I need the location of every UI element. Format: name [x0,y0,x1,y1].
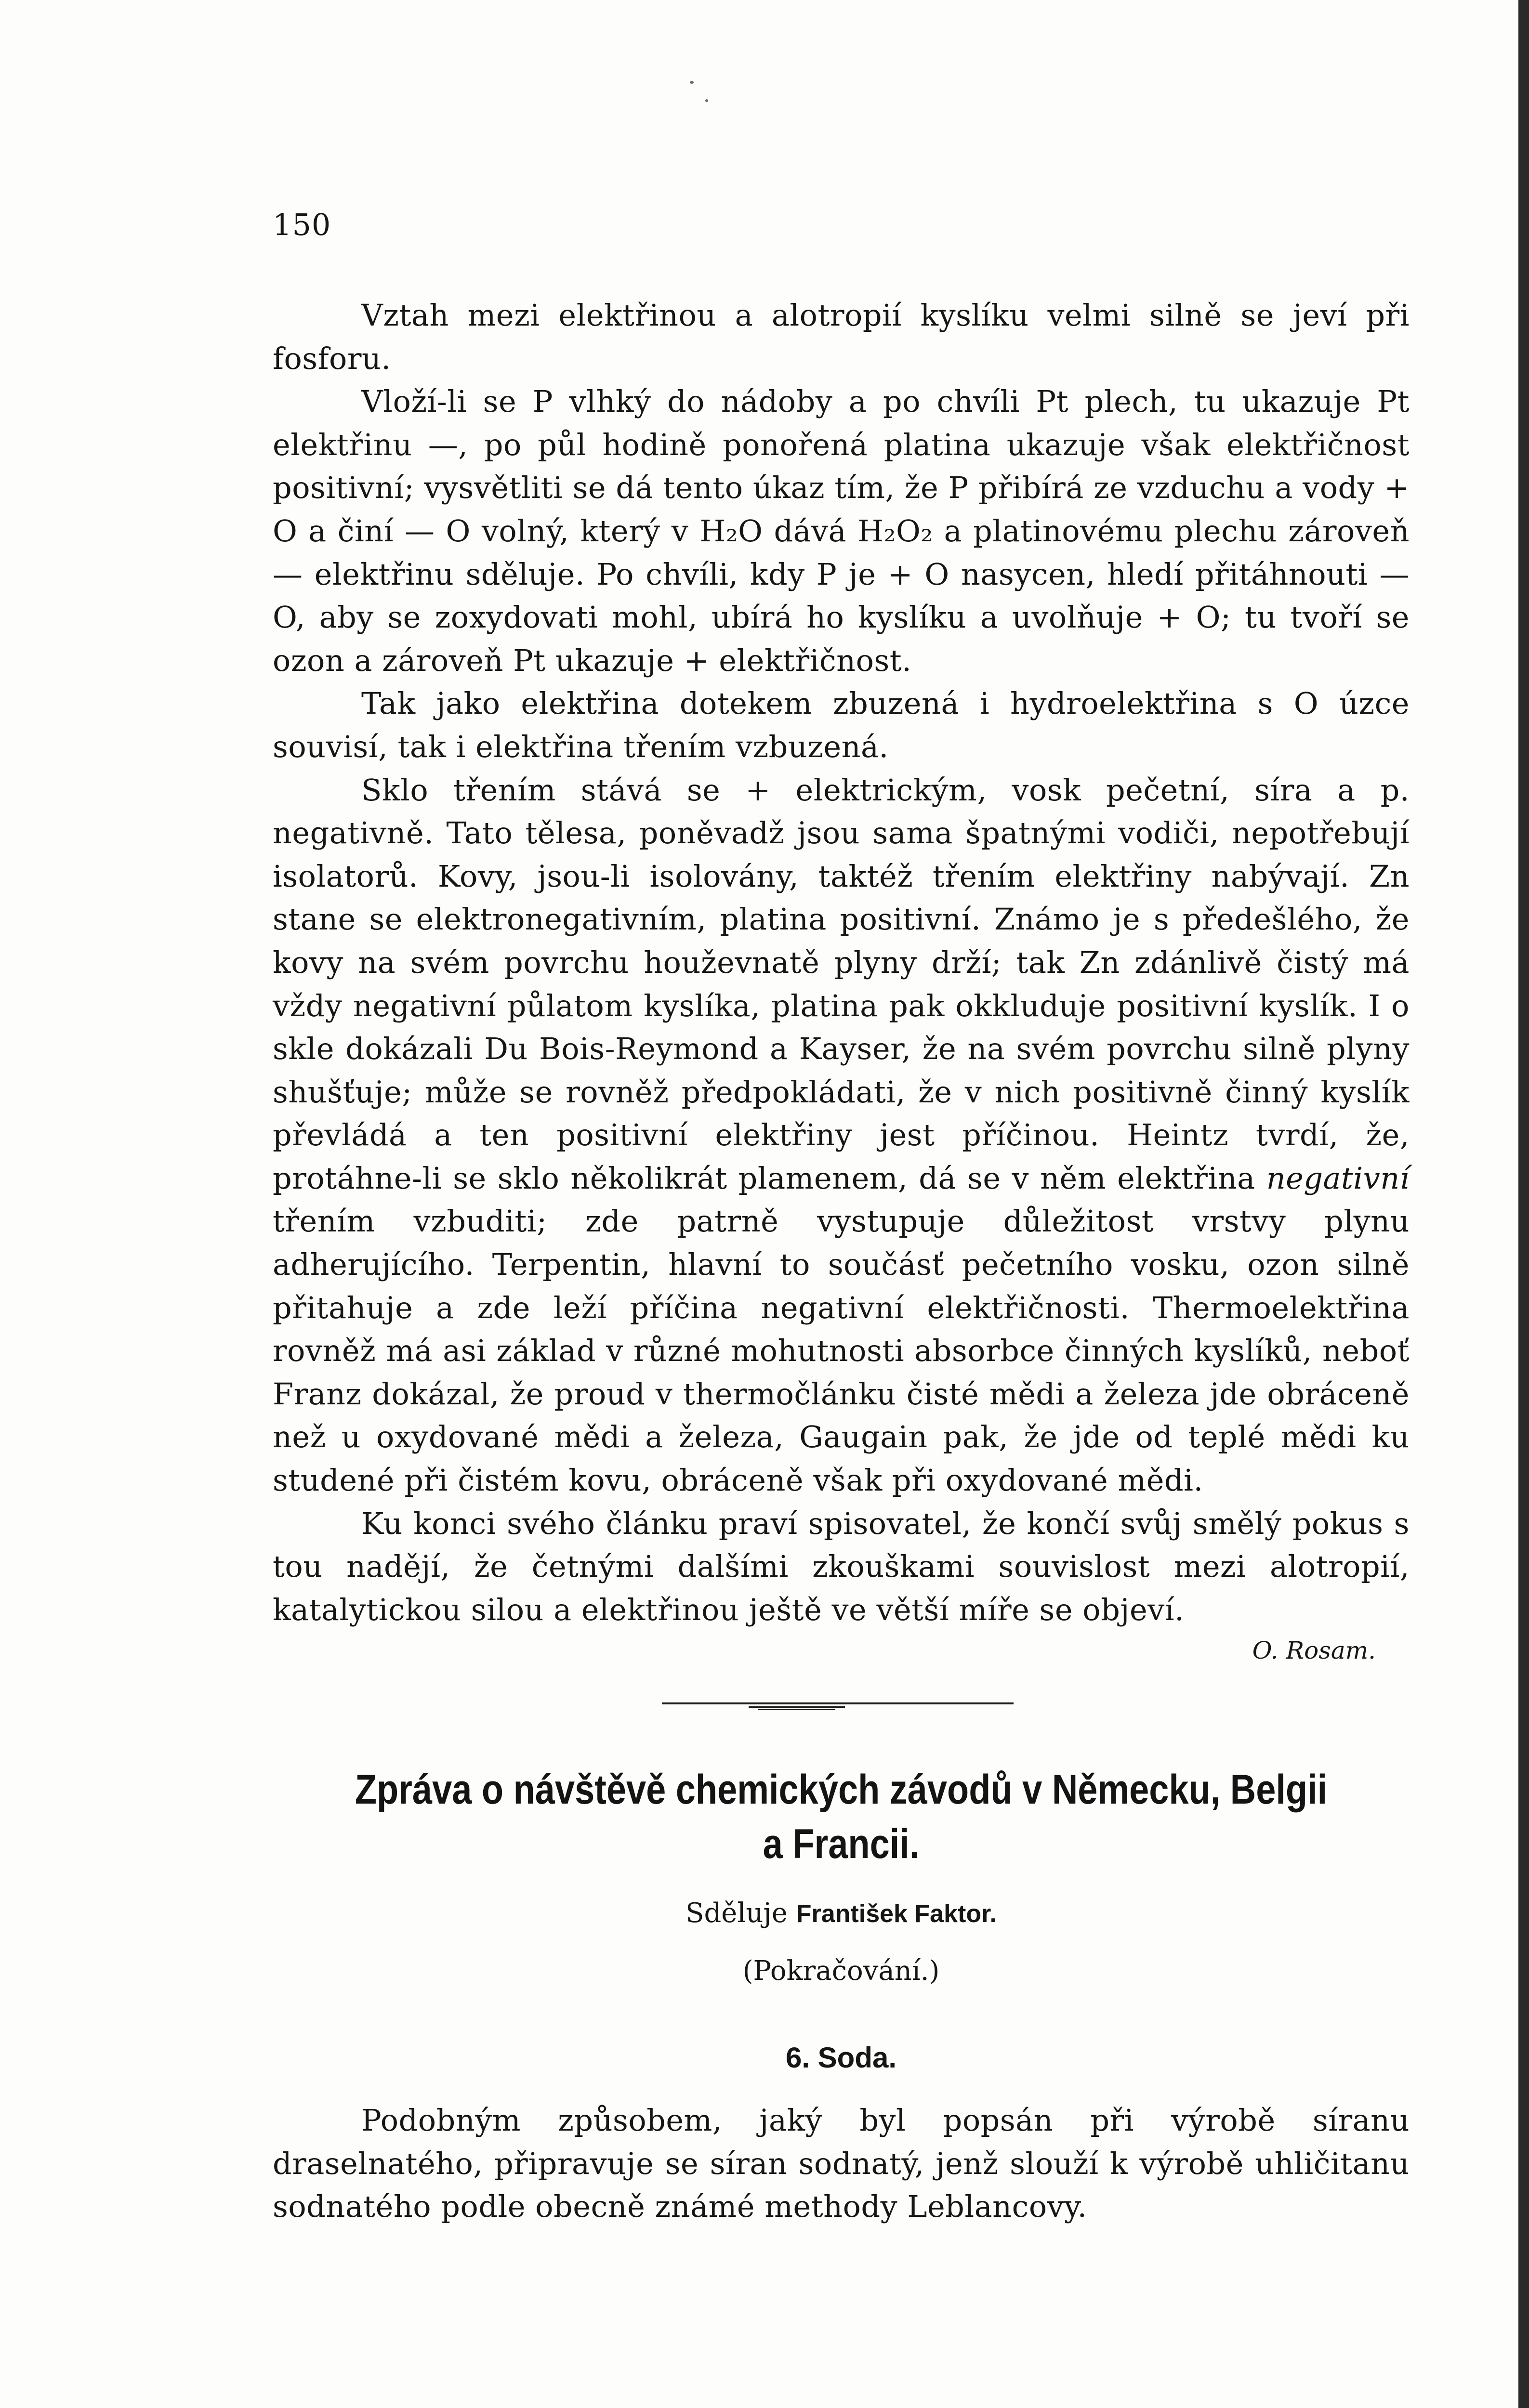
article-byline [273,1898,1410,1929]
scan-speck [690,81,694,84]
paragraph [273,769,1410,1502]
scan-speck [705,99,708,102]
paragraph-text: třením vzbuditi; zde patrně vystupuje důležitost vrstvy plynu adherujícího. Terpentin, hlavní to součásť pečetního vosku, ozon silně přitahuje a zde leží příčina negativní elektřičnosti. Thermoelektřina rovněž má asi základ v různé mohutnosti absorbce činných kyslíků, neboť Franz dokázal, že proud v thermočlánku čisté mědi a železa jde obráceně než u oxydované mědi a železa, Gaugain pak, že jde od teplé mědi ku studené při čistém kovu, obráceně však při oxydované mědi. [273,1204,1410,1498]
paragraph: Vztah mezi elektřinou a alotropií kyslíku velmi silně se jeví při fosforu. [273,298,1410,376]
previous-article [273,294,1410,1670]
divider-line [758,1709,835,1710]
page-number: 150 [273,207,331,242]
paragraph: Vloží-li se P vlhký do nádoby a po chvíli Pt plech, tu ukazuje Pt elektřinu —, po půl hodině ponořená platina ukazuje však elektřičnost positivní; vysvětliti se dá tento úkaz tím, že P přibírá ze vzduchu a vody + O a činí — O volný, který v H₂O dává H₂O₂ a platinovému plechu zároveň — elektřinu sděluje. Po chvíli, kdy P je + O nasycen, hledí přitáhnouti — O, aby se zoxydovati mohl, ubírá ho kyslíku a uvolňuje + O; tu tvoří se ozon a zároveň Pt ukazuje + elektřičnost. [273,384,1410,678]
emphasis-text: negativní [1266,1160,1410,1196]
article-title: Zpráva o návštěvě chemických závodů v Německu, Belgii a Francii. [355,1767,1328,1867]
scan-edge [1518,0,1529,2408]
paragraph: Tak jako elektřina dotekem zbuzená i hydroelektřina s O úzce souvisí, tak i elektřina třením vzbuzená. [273,686,1410,764]
section-heading: 6. Soda. [785,2042,897,2074]
article-body: Podobným způsobem, jaký byl popsán při výrobě síranu draselnatého, připravuje se síran sodnatý, jenž slouží k výrobě uhličitanu sodnatého podle obecně známé methody Leblancovy. [273,2103,1410,2225]
byline-prefix: Sděluje [685,1898,788,1929]
paragraph: Ku konci svého článku praví spisovatel, že končí svůj smělý pokus s tou nadějí, že četnými dalšími zkouškami souvislost mezi alotropií, katalytickou silou a elektřinou ještě ve větší míře se objeví. [273,1505,1410,1627]
paragraph-text: Sklo třením stává se + elektrickým, vosk pečetní, síra a p. negativně. Tato tělesa, poněvadž jsou sama špatnými vodiči, nepotřebují isolatorů. Kovy, jsou-li isolovány, taktéž třením elektřiny nabývají. Zn stane se elektronegativním, platina positivní. Známo je s předešlého, že kovy na svém povrchu houževnatě plyny drží; tak Zn zdánlivě čistý má vždy negativní půlatom kyslíka, platina pak okkluduje positivní kyslík. I o skle dokázali Du Bois-Reymond a Kayser, že na svém povrchu silně plyny shušťuje; může se rovněž předpokládati, že v nich positivně činný kyslík převládá a ten positivní elektřiny jest příčinou. Heintz tvrdí, že, protáhne-li se sklo několikrát plamenem, dá se v něm elektřina [273,772,1410,1196]
divider-line [662,1702,1014,1704]
author-signature: O. Rosam. [1252,1636,1376,1665]
section-divider [662,1702,1014,1710]
author-name: František Faktor. [796,1900,997,1928]
continued-note: (Pokračování.) [742,1955,940,1987]
divider-line [749,1706,845,1708]
